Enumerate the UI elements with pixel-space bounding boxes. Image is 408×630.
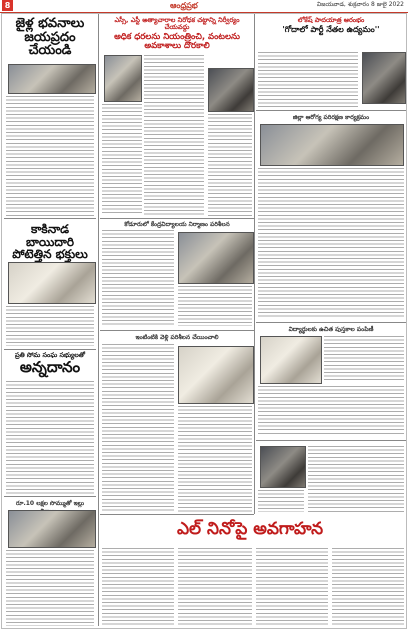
- headline-a3: 'గోదాలో పార్టీ నేతల ఉద్యమం'': [282, 25, 380, 34]
- headline-a9: ఎల్ నినోపై అవగాహన: [176, 519, 324, 539]
- page-border: [1, 13, 407, 629]
- page-header: [0, 0, 408, 13]
- masthead: ఆంధ్రప్రభ: [170, 1, 198, 10]
- headline-a6: కోడూరులో కేంద్రవిద్యాలయ నిర్మాణం పరిశీలన: [124, 221, 230, 228]
- kicker-a2: ఎస్సీ, ఎస్టీ అత్యాచారాల నిరోధక చట్టాన్ని నిర్వీర్యం చేయవద్దు: [114, 16, 240, 31]
- kicker-a5: ప్రతి సోమ సంఘ సభ్యులతో: [14, 351, 86, 359]
- headline-a11: రూ.10 లక్షల సొమ్ముతో ఇల్లు: [15, 500, 85, 507]
- headline-a1: జైళ్ల భవనాలు జయప్రదం చేయండి: [15, 16, 85, 59]
- page-number: 8: [2, 0, 13, 11]
- headline-a8: ఇంటింటికి వెళ్లి పరిశీలన చేయించాలి: [135, 334, 219, 341]
- kicker-a3: లోకేష్ పాదయాత్ర ఆరంభం: [297, 16, 365, 24]
- headline-a10: విద్యార్థులకు ఉచిత పుస్తకాల పంపిణీ: [288, 326, 374, 333]
- headline-a4: కాకినాడ బాయిదారి పోటెత్తిన భక్తులు: [12, 222, 88, 262]
- headline-a7: జిల్లా ఆరోగ్య పరిరక్షణ కార్యక్రమం: [292, 114, 370, 121]
- headline-a2: అధిక ధరలను నియంత్రించి, వంటలను అవకాశాలు దొరకాలి: [114, 32, 240, 51]
- dateline: విజయవాడ, శుక్రవారం 8 జులై 2022: [316, 1, 404, 8]
- headline-a5: అన్నదానం: [19, 358, 81, 376]
